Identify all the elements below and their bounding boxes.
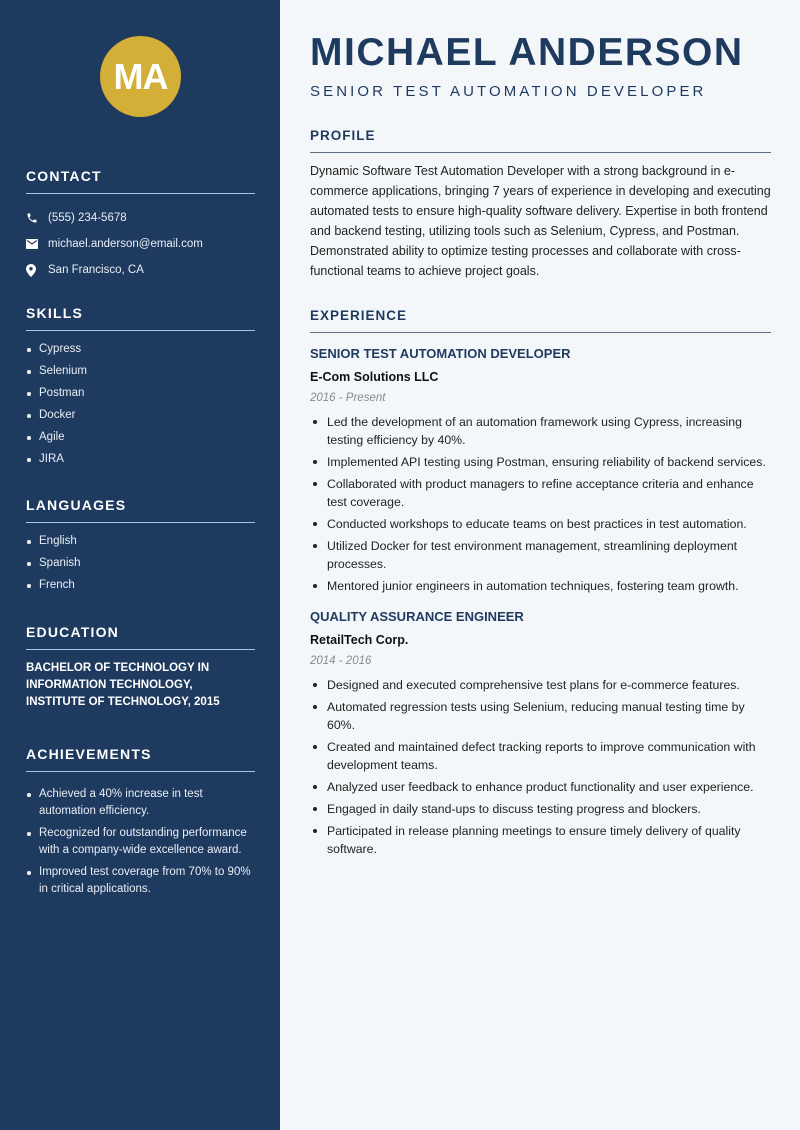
job-dates: 2016 - Present (310, 392, 386, 404)
job-title: QUALITY ASSURANCE ENGINEER (310, 609, 524, 624)
contact-section (26, 168, 255, 283)
achievements-list (26, 786, 255, 898)
job-bullet: Designed and executed comprehensive test plans for e-commerce features. (310, 676, 771, 694)
skill-item: Selenium (26, 363, 255, 380)
achievements-heading: ACHIEVEMENTS (26, 746, 255, 772)
contact-list (26, 205, 255, 283)
achievement-item: Recognized for outstanding performance with a company-wide excellence award. (26, 825, 255, 859)
phone-icon (26, 212, 48, 224)
languages-list (26, 533, 255, 594)
job-bullet: Participated in release planning meetings to ensure timely delivery of quality software. (310, 822, 771, 858)
contact-heading: CONTACT (26, 168, 255, 194)
language-item: French (26, 577, 255, 594)
sidebar (0, 0, 280, 1130)
location-text: San Francisco, CA (48, 264, 144, 276)
achievement-item: Achieved a 40% increase in test automation efficiency. (26, 786, 255, 820)
email-icon (26, 239, 48, 249)
job-bullets (310, 676, 771, 858)
languages-heading: LANGUAGES (26, 497, 255, 523)
job-entry (310, 609, 771, 858)
job-bullet: Analyzed user feedback to enhance product functionality and user experience. (310, 778, 771, 796)
experience-section (310, 308, 771, 862)
job-bullet: Conducted workshops to educate teams on best practices in test automation. (310, 515, 771, 533)
skill-item: Cypress (26, 341, 255, 358)
language-item: English (26, 533, 255, 550)
location-pin-icon (26, 264, 48, 277)
job-bullet: Created and maintained defect tracking reports to improve communication with development teams. (310, 738, 771, 774)
job-dates: 2014 - 2016 (310, 655, 372, 667)
job-bullet: Collaborated with product managers to refine acceptance criteria and enhance test coverage. (310, 475, 771, 511)
job-bullet: Utilized Docker for test environment management, streamlining deployment processes. (310, 537, 771, 573)
skill-item: Docker (26, 407, 255, 424)
skills-section (26, 305, 255, 473)
education-entry: BACHELOR OF TECHNOLOGY IN INFORMATION TECHNOLOGY, INSTITUTE OF TECHNOLOGY, 2015 (26, 662, 220, 708)
avatar (100, 36, 181, 117)
job-bullet: Implemented API testing using Postman, ensuring reliability of backend services. (310, 453, 771, 471)
job-bullet: Automated regression tests using Selenium, reducing manual testing time by 60%. (310, 698, 771, 734)
email-text: michael.anderson@email.com (48, 238, 203, 250)
phone-text: (555) 234-5678 (48, 212, 127, 224)
profile-section (310, 128, 771, 281)
experience-heading: EXPERIENCE (310, 308, 771, 333)
job-company: E-Com Solutions LLC (310, 370, 439, 384)
contact-location (26, 257, 255, 283)
achievements-section (26, 746, 255, 903)
candidate-name: MICHAEL ANDERSON (310, 31, 744, 74)
candidate-title: SENIOR TEST AUTOMATION DEVELOPER (310, 83, 707, 100)
contact-phone (26, 205, 255, 231)
achievement-item: Improved test coverage from 70% to 90% in critical applications. (26, 864, 255, 898)
skill-item: Agile (26, 429, 255, 446)
profile-summary: Dynamic Software Test Automation Developer with a strong background in e-commerce applications, bringing 7 years of experience in developing and executing automated tests to ensure high-quality software delivery. Expertise in both frontend and backend testing, utilizing tools such as Selenium, Cypress, and Postman. Demonstrated ability to optimize testing processes and collaborate with cross-functional teams to achieve project goals. (310, 164, 771, 278)
job-title: SENIOR TEST AUTOMATION DEVELOPER (310, 346, 571, 361)
job-bullet: Engaged in daily stand-ups to discuss testing progress and blockers. (310, 800, 771, 818)
job-entry (310, 346, 771, 595)
skills-heading: SKILLS (26, 305, 255, 331)
contact-email (26, 231, 255, 257)
skill-item: JIRA (26, 451, 255, 468)
profile-heading: PROFILE (310, 128, 771, 153)
education-heading: EDUCATION (26, 624, 255, 650)
skill-item: Postman (26, 385, 255, 402)
avatar-initials: MA (113, 55, 168, 97)
skills-list (26, 341, 255, 468)
language-item: Spanish (26, 555, 255, 572)
job-bullet: Mentored junior engineers in automation techniques, fostering team growth. (310, 577, 771, 595)
education-section (26, 624, 255, 711)
languages-section (26, 497, 255, 599)
job-company: RetailTech Corp. (310, 633, 409, 647)
job-bullets (310, 413, 771, 595)
job-bullet: Led the development of an automation framework using Cypress, increasing testing efficiency by 40%. (310, 413, 771, 449)
